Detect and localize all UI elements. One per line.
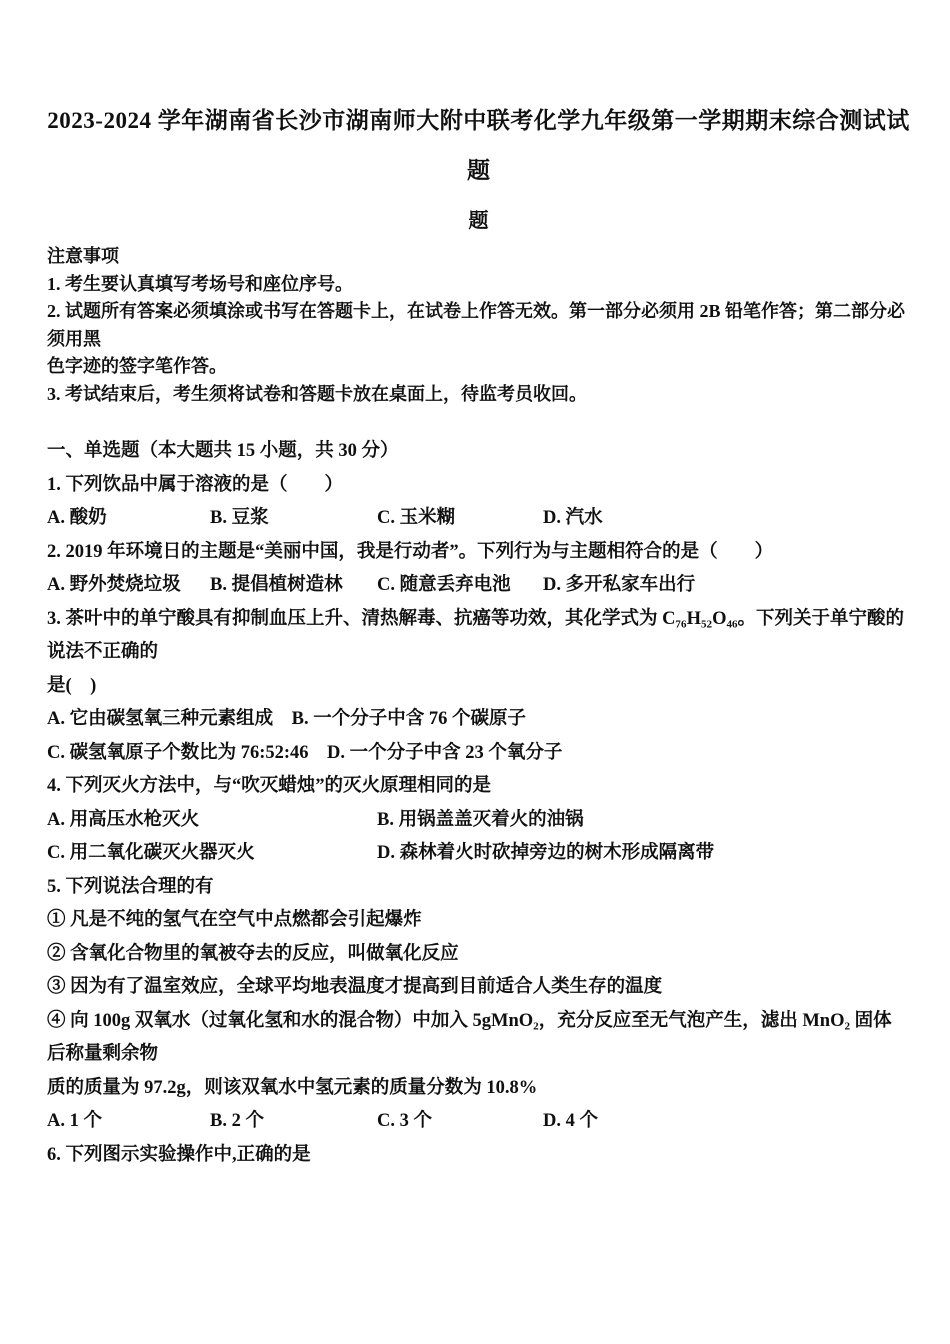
- question-5-statement-1: ① 凡是不纯的氢气在空气中点燃都会引起爆炸: [47, 910, 422, 930]
- question-5-options: [47, 1105, 910, 1139]
- question-5-option-d: D. 4 个: [543, 1111, 598, 1131]
- question-5-text: 5. 下列说法合理的有: [47, 876, 214, 897]
- notice-heading: 注意事项: [47, 246, 119, 266]
- question-3-options-ab: A. 它由碳氢氧三种元素组成 B. 一个分子中含 76 个碳原子: [47, 709, 526, 729]
- question-6-text: 6. 下列图示实验操作中,正确的是: [47, 1144, 311, 1165]
- question-5-option-a: A. 1 个: [47, 1111, 102, 1131]
- question-5-statement-4-line-2: 质的质量为 97.2g，则该双氧水中氢元素的质量分数为 10.8%: [47, 1077, 538, 1098]
- question-1-option-a: A. 酸奶: [47, 508, 107, 528]
- question-3-text-line-2: 是( ): [47, 675, 97, 696]
- question-1-option-d: D. 汽水: [543, 508, 603, 528]
- questions-section: [47, 435, 910, 1172]
- question-1-option-c: C. 玉米糊: [377, 508, 456, 528]
- question-5-statement-2: ② 含氧化合物里的氧被夺去的反应，叫做氧化反应: [47, 943, 459, 964]
- notice-item-1: 1. 考生要认真填写考场号和座位序号。: [47, 273, 353, 294]
- question-4-options-cd: [47, 837, 910, 871]
- question-2-option-c: C. 随意丢弃电池: [377, 575, 511, 595]
- question-4-option-b: B. 用锅盖盖灭着火的油锅: [377, 809, 584, 830]
- question-5-option-c: C. 3 个: [377, 1111, 432, 1131]
- question-5-option-b: B. 2 个: [210, 1111, 264, 1131]
- question-1-options: [47, 502, 910, 536]
- question-2-text: 2. 2019 年环境日的主题是“美丽中国，我是行动者”。下列行为与主题相符合的是（ ）: [47, 541, 774, 562]
- question-4-options-ab: [47, 804, 910, 838]
- question-4-option-c: C. 用二氧化碳灭火器灭火: [47, 843, 255, 863]
- question-1-text: 1. 下列饮品中属于溶液的是（ ）: [47, 474, 344, 495]
- question-3-options-cd: C. 碳氢氧原子个数比为 76:52:46 D. 一个分子中含 23 个氧分子: [47, 742, 563, 763]
- exam-title-line-1: 2023-2024 学年湖南省长沙市湖南师大附中联考化学九年级第一学期期末综合测试试: [47, 108, 910, 133]
- question-2-option-d: D. 多开私家车出行: [543, 575, 696, 595]
- question-1-option-b: B. 豆浆: [210, 508, 269, 528]
- question-2-option-a: A. 野外焚烧垃圾: [47, 575, 181, 595]
- notice-item-2-line-1: 2. 试题所有答案必须填涂或书写在答题卡上，在试卷上作答无效。第一部分必须用 2B 铅笔作答；第二部分必须用黑: [47, 301, 906, 349]
- notice-section: [47, 243, 910, 408]
- exam-title-line-3: 题: [468, 210, 489, 232]
- question-2-option-b: B. 提倡植树造林: [210, 575, 343, 595]
- notice-item-3: 3. 考试结束后，考生须将试卷和答题卡放在桌面上，待监考员收回。: [47, 383, 587, 404]
- question-3-text-line-1: 3. 茶叶中的单宁酸具有抑制血压上升、清热解毒、抗癌等功效，其化学式为 C₇₆H₅₂O₄₆。下列关于单宁酸的说法不正确的: [47, 608, 905, 662]
- question-4-option-d: D. 森林着火时砍掉旁边的树木形成隔离带: [377, 843, 715, 863]
- question-5-statement-4-line-1: ④ 向 100g 双氧水（过氧化氢和水的混合物）中加入 5gMnO₂，充分反应至无气泡产生，滤出 MnO₂ 固体后称量剩余物: [47, 1010, 892, 1064]
- section-1-heading: 一、单选题（本大题共 15 小题，共 30 分）: [47, 441, 399, 461]
- question-5-statement-3: ③ 因为有了温室效应，全球平均地表温度才提高到目前适合人类生存的温度: [47, 977, 663, 997]
- question-4-text: 4. 下列灭火方法中，与“吹灭蜡烛”的灭火原理相同的是: [47, 776, 492, 796]
- notice-item-2-line-2: 色字迹的签字笔作答。: [47, 356, 227, 376]
- question-4-option-a: A. 用高压水枪灭火: [47, 809, 200, 830]
- question-2-options: [47, 569, 910, 603]
- exam-title-line-2: 题: [467, 158, 490, 183]
